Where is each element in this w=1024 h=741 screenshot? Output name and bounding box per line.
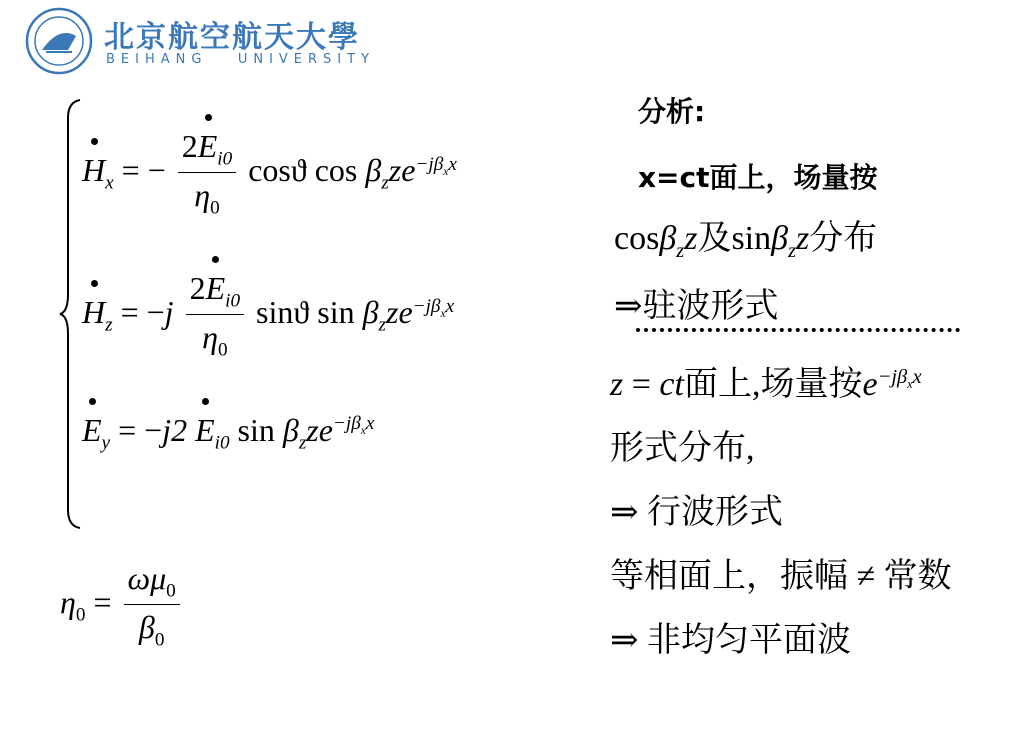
hx-exp-sub: x: [443, 165, 449, 178]
eta-lhs: η: [60, 584, 76, 621]
equation-ey: $E_y = -j2$ $E_{i0}$ $\sin \beta_zze^{-j\beta_xx}$: [82, 412, 375, 454]
line7-text: 等相面上，振幅: [610, 558, 848, 595]
ey-tail: z: [306, 412, 319, 448]
hz-exp-tail: x: [445, 295, 455, 317]
hz-lhs: H: [82, 294, 106, 331]
hz-denom: η: [202, 319, 218, 356]
university-name-cn: 北京航空航天大學: [104, 20, 360, 55]
line8-text: 非均匀平面波: [647, 622, 851, 659]
hx-denom-sub: 0: [210, 197, 220, 219]
ey-trig: sin: [237, 412, 275, 448]
dotted-divider: [636, 328, 960, 332]
ey-lhs: E: [82, 412, 102, 448]
hx-field-sub: i0: [217, 148, 233, 170]
line2-sin: sin: [731, 220, 772, 257]
hz-exp-sub: x: [440, 307, 446, 320]
equation-hz: $H_z = -j$ $\frac{2E_{i0}}{\eta_0}$ sinϑ $\sin \beta_zze^{-j\beta_xx}$: [82, 270, 455, 361]
hz-coef: 2: [189, 270, 206, 306]
eta-den: β: [138, 609, 155, 646]
line7-tail: 常数: [883, 558, 952, 595]
hz-lhs-sub: z: [105, 314, 113, 336]
hz-field-sub: i0: [225, 290, 241, 312]
eta-num-sub: 0: [166, 580, 176, 602]
analysis-line4: z = ct面上,场量按$e^{-j\beta_xx}$: [610, 365, 922, 403]
line6-text: 行波形式: [647, 494, 783, 531]
ey-equals: = −: [118, 412, 163, 448]
hz-fraction: [186, 270, 244, 362]
ey-exp: −jβ: [332, 413, 361, 435]
hx-field: E: [197, 128, 218, 164]
analysis-line7: [610, 548, 952, 597]
hx-lhs: H: [82, 152, 106, 189]
hz-exp: −jβ: [412, 295, 441, 317]
eta-lhs-sub: 0: [75, 604, 86, 626]
hx-trig: cosϑ cos: [248, 152, 358, 189]
analysis-line1: x=ct面上，场量按: [638, 161, 878, 194]
analysis-line3: [614, 278, 779, 327]
analysis-line8: [610, 612, 851, 661]
line2-and: 及: [697, 220, 732, 257]
ey-field-sub: i0: [214, 432, 230, 454]
eta-den-sub: 0: [154, 629, 165, 651]
hz-trig: sinϑ sin: [256, 294, 355, 331]
hx-exp-tail: x: [448, 153, 457, 175]
ey-exp-sub: x: [360, 425, 366, 438]
line2-cos: cos: [614, 220, 660, 257]
line3-text: 驻波形式: [642, 288, 779, 325]
line2-dist: 分布: [809, 220, 878, 257]
system-brace: [58, 98, 82, 530]
analysis-line5: 形式分布,: [610, 430, 755, 467]
not-equal-icon: ≠: [856, 558, 876, 595]
ey-exp-tail: x: [365, 413, 375, 435]
hz-equals: = −: [120, 294, 165, 331]
hz-denom-sub: 0: [217, 339, 228, 361]
hx-coef: 2: [181, 128, 198, 164]
analysis-line2: cosβ$_z$z及sinβ$_z$z分布: [614, 220, 878, 262]
implies-icon: ⇒: [610, 494, 639, 531]
ey-lhs-sub: y: [101, 432, 111, 454]
eta-fraction: [124, 560, 180, 652]
hx-lhs-sub: x: [105, 172, 114, 194]
university-logo: [24, 6, 94, 76]
line4-text: 面上,场量按: [683, 366, 863, 403]
hz-tail: z: [385, 294, 399, 331]
hz-j: j: [164, 294, 174, 331]
ey-field: E: [195, 412, 215, 448]
university-name-en: BEIHANG UNIVERSITY: [106, 52, 376, 67]
implies-icon: ⇒: [610, 622, 639, 659]
ey-j2: j2: [162, 412, 188, 448]
hx-fraction: [178, 128, 236, 220]
eta-num: ωμ: [127, 560, 167, 596]
hx-exp: −jβ: [415, 153, 444, 175]
hx-tail: z: [388, 152, 402, 189]
analysis-line6: [610, 484, 783, 533]
university-seal-icon: [24, 6, 94, 76]
equation-hx: $H_x$ = − $\frac{2E_{i0}}{\eta_0}$ cosϑ $\cos \beta_zze^{-j\beta_xx}$: [82, 128, 457, 219]
implies-icon: ⇒: [614, 288, 643, 325]
hx-equals: = −: [121, 152, 166, 189]
equation-eta0: $\eta_0$ = $\frac{\omega\mu_0}{\beta_0}$: [60, 560, 184, 652]
analysis-heading: 分析:: [638, 95, 706, 128]
hz-field: E: [205, 270, 226, 306]
hx-denom: η: [194, 177, 211, 214]
